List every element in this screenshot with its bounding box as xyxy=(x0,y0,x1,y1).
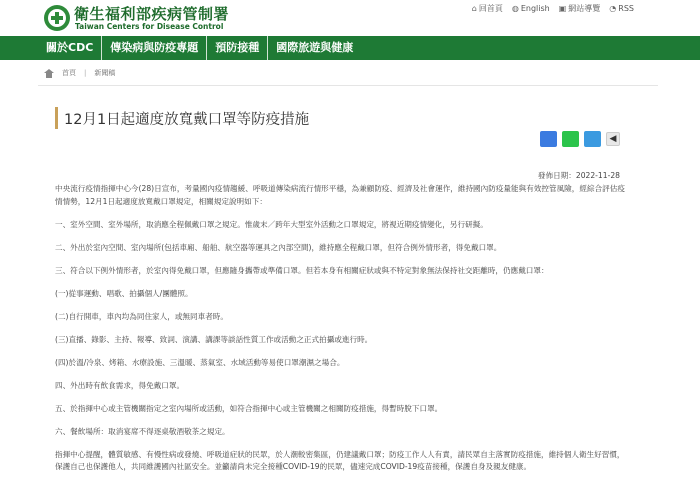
article-paragraph: (一)從事運動、唱歌、拍攝個人/團體照。 xyxy=(55,288,193,298)
sitemap-link-label: 網站導覽 xyxy=(568,4,601,13)
english-link[interactable] xyxy=(512,3,550,14)
rss-icon: ◔ xyxy=(609,4,617,13)
breadcrumb-home[interactable]: 首頁 xyxy=(62,69,76,77)
home-link-label: 回首頁 xyxy=(478,4,503,13)
article-paragraph: 五、於指揮中心或主管機關指定之室內場所或活動，如符合指揮中心或主管機關之相關防疫措施，得暫時脫下口罩。 xyxy=(55,403,443,413)
article-paragraph: 二、外出於室內空間、室內場所(包括車廂、船舶、航空器等運具之內部空間)，維持應全程戴口罩，但符合例外情形者，得免戴口罩。 xyxy=(55,242,502,252)
home-link[interactable] xyxy=(472,3,503,14)
article-paragraph: 三、符合以下例外情形者，於室內得免戴口罩，但應隨身攜帶或準備口罩。但若本身有相關症狀或與不特定對象無法保持社交距離時，仍應戴口罩： xyxy=(55,265,549,275)
main-nav xyxy=(0,36,700,60)
breadcrumb xyxy=(44,68,115,78)
publish-date: 發佈日期：2022-11-28 xyxy=(537,171,620,180)
article-body xyxy=(55,183,625,484)
plurk-share-button[interactable] xyxy=(584,131,601,147)
breadcrumb-home-icon[interactable] xyxy=(44,69,54,78)
top-header xyxy=(0,0,700,36)
nav-item-about[interactable]: 關於CDC xyxy=(46,41,94,54)
english-link-label: English xyxy=(520,4,550,13)
article-paragraph: (二)自行開車，車內均為同住家人，或無同車者時。 xyxy=(55,311,228,321)
org-name-en[interactable]: Taiwan Centers for Disease Control xyxy=(75,22,224,31)
share-buttons xyxy=(540,131,620,147)
article-paragraph: 指揮中心提醒，體質敏感、有慢性病或發燒、呼吸道症狀的民眾，於人潮較密集區，仍建議戴口罩；防疫工作人人有責，請民眾自主落實防疫措施，維持個人衛生好習慣，保護自己也保護他人，共同維護國內社區安全。並籲請尚未完全接種COVID-19的民眾，儘速完成COVID-19疫苗接種，保護自身及親友健康。 xyxy=(55,449,625,471)
nav-item-vaccination[interactable]: 預防接種 xyxy=(215,41,260,54)
home-icon: ⌂ xyxy=(471,4,477,13)
article-paragraph: 一、室外空間、室外場所，取消應全程佩戴口罩之規定。惟歲末／跨年大型室外活動之口罩規定，將視近期疫情變化，另行研擬。 xyxy=(55,219,488,229)
article-paragraph: 四、外出時有飲食需求，得免戴口罩。 xyxy=(55,380,185,390)
breadcrumb-news[interactable]: 新聞稿 xyxy=(94,69,116,77)
sitemap-link[interactable] xyxy=(559,3,601,14)
rss-link[interactable] xyxy=(609,3,634,14)
title-accent-bar xyxy=(55,107,58,129)
nav-item-travel[interactable]: 國際旅遊與健康 xyxy=(276,41,354,54)
back-arrow-icon[interactable]: ◀ xyxy=(606,132,620,146)
rss-link-label: RSS xyxy=(618,4,634,13)
article-paragraph: (四)於溫/冷泉、烤箱、水療設施、三溫暖、蒸氣室、水域活動等易使口罩潮濕之場合。 xyxy=(55,357,345,367)
section-divider xyxy=(38,85,658,86)
article-paragraph: 中央流行疫情指揮中心今(28)日宣布，考量國內疫情趨緩、呼吸道傳染病流行情形平穩，為兼顧防疫、經濟及社會運作，維持國內防疫量能與有效控管風險，經綜合評估疫情情勢，12月1日起適度放寬戴口罩規定，相關規定說明如下： xyxy=(55,184,625,206)
cdc-logo-icon[interactable] xyxy=(44,5,70,31)
facebook-share-button[interactable] xyxy=(540,131,557,147)
globe-icon: ◍ xyxy=(511,4,519,13)
sitemap-icon: ▣ xyxy=(558,4,567,13)
article-paragraph: (三)直播、錄影、主持、報導、致詞、演講、講課等談話性質工作或活動之正式拍攝或進行時。 xyxy=(55,334,373,344)
nav-divider xyxy=(206,36,207,60)
nav-item-diseases[interactable]: 傳染病與防疫專題 xyxy=(110,41,199,54)
utility-links xyxy=(472,3,634,14)
org-name-zh[interactable]: 衛生福利部疾病管制署 xyxy=(74,5,230,23)
article-paragraph: 六、餐飲場所：取消宴席不得逐桌敬酒敬茶之規定。 xyxy=(55,426,230,436)
nav-divider xyxy=(101,36,102,60)
nav-divider xyxy=(267,36,268,60)
line-share-button[interactable] xyxy=(562,131,579,147)
page-title: 12月1日起適度放寬戴口罩等防疫措施 xyxy=(64,112,310,128)
breadcrumb-separator: | xyxy=(84,69,87,77)
